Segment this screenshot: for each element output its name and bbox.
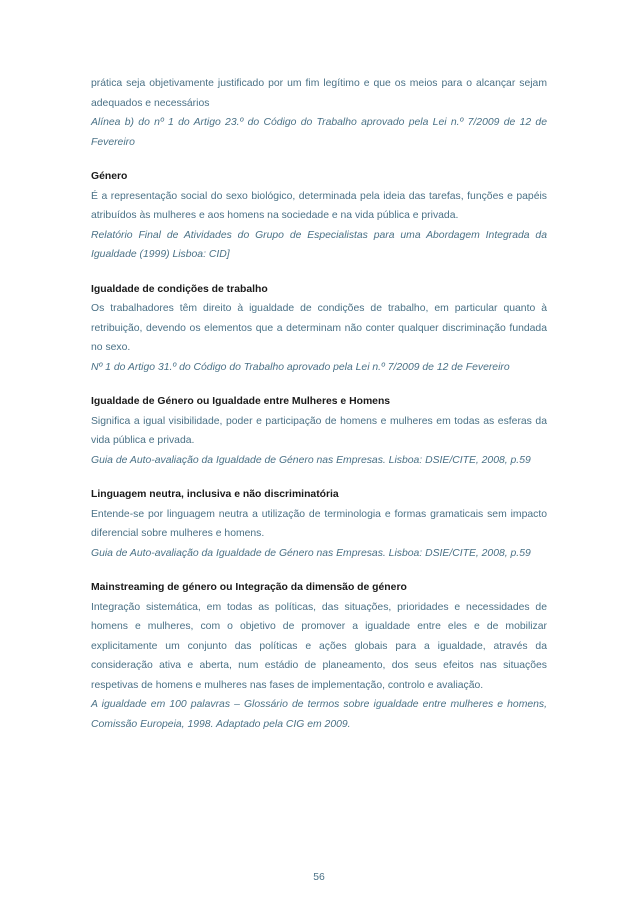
entry-definition: É a representação social do sexo biológico, determinada pela ideia das tarefas, funções e papéis atribuídos às mulheres e aos homens na sociedade e na vida pública e privada. bbox=[91, 190, 547, 221]
entry-source: Relatório Final de Atividades do Grupo de Especialistas para uma Abordagem Integrada da Igualdade (1999) Lisboa: CID] bbox=[91, 229, 547, 260]
page-number: 56 bbox=[313, 872, 325, 883]
glossary-entry-genero bbox=[91, 167, 547, 265]
entry-term: Igualdade de Género ou Igualdade entre Mulheres e Homens bbox=[91, 396, 391, 407]
entry-definition: Significa a igual visibilidade, poder e participação de homens e mulheres em todas as esferas da vida pública e privada. bbox=[91, 415, 547, 446]
entry-term: Género bbox=[91, 171, 128, 182]
intro-text: prática seja objetivamente justificado por um fim legítimo e que os meios para o alcançar sejam adequados e necessários bbox=[91, 78, 547, 109]
glossary-entry-igualdade-genero bbox=[91, 392, 547, 470]
glossary-entry-linguagem-neutra bbox=[91, 485, 547, 563]
entry-term: Igualdade de condições de trabalho bbox=[91, 283, 268, 295]
entry-source: Nº 1 do Artigo 31.º do Código do Trabalho aprovado pela Lei n.º 7/2009 de 12 de Fevereiro bbox=[91, 361, 510, 373]
glossary-entry-igualdade-condicoes bbox=[91, 280, 547, 378]
intro-entry bbox=[91, 74, 547, 152]
entry-source: Guia de Auto-avaliação da Igualdade de Género nas Empresas. Lisboa: DSIE/CITE, 2008, p.59 bbox=[91, 454, 531, 466]
entry-source: A igualdade em 100 palavras – Glossário de termos sobre igualdade entre mulheres e homens, Comissão Europeia, 1998. Adaptado pela CIG em 2009. bbox=[91, 699, 547, 730]
entry-definition: Entende-se por linguagem neutra a utilização de terminologia e formas gramaticais sem impacto diferencial sobre mulheres e homens. bbox=[91, 508, 547, 539]
entry-definition: Integração sistemática, em todas as políticas, das situações, prioridades e necessidades de homens e mulheres, com o objetivo de promover a igualdade entre eles e de mobilizar explicitamente um conjunto das políticas e ações globais para a igualdade, através da consideração ativa e aberta, num estádio de planeamento, dos seus efeitos nas situações respetivas de homens e mulheres nas fases de implementação, controlo e avaliação. bbox=[91, 601, 547, 691]
glossary-entry-mainstreaming bbox=[91, 578, 547, 734]
entry-term: Linguagem neutra, inclusiva e não discriminatória bbox=[91, 489, 339, 500]
intro-source: Alínea b) do nº 1 do Artigo 23.º do Código do Trabalho aprovado pela Lei n.º 7/2009 de 12 de Fevereiro bbox=[91, 117, 547, 148]
document-page bbox=[91, 74, 547, 749]
entry-term: Mainstreaming de género ou Integração da dimensão de género bbox=[91, 582, 407, 593]
entry-source: Guia de Auto-avaliação da Igualdade de Género nas Empresas. Lisboa: DSIE/CITE, 2008, p.59 bbox=[91, 547, 531, 559]
entry-definition: Os trabalhadores têm direito à igualdade de condições de trabalho, em particular quanto à retribuição, devendo os elementos que a determinam não conter qualquer discriminação fundada no sexo. bbox=[91, 303, 547, 353]
